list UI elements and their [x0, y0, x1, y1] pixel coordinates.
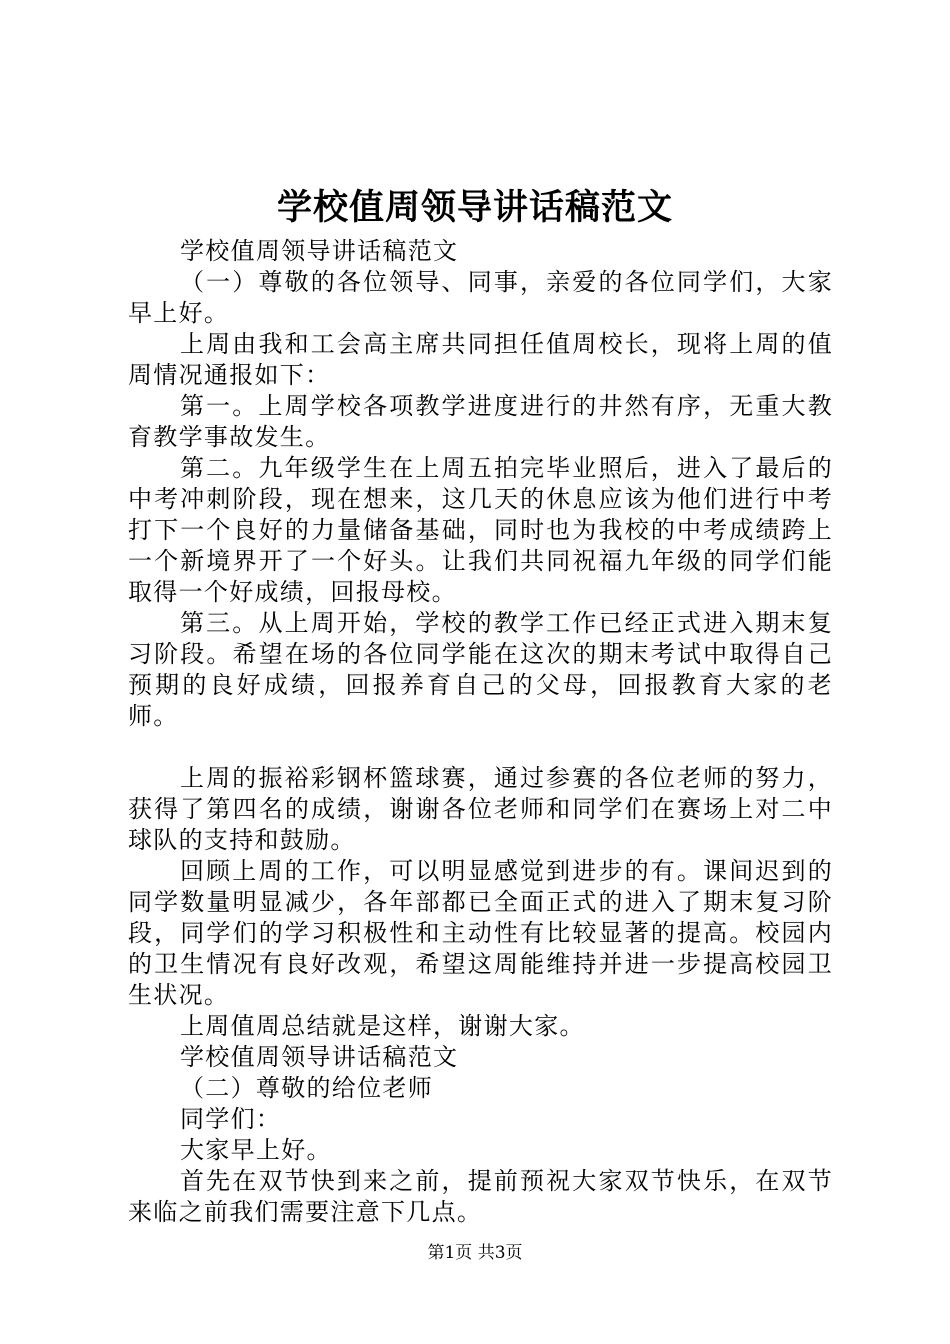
paragraph-heading-1: 学校值周领导讲话稿范文: [180, 237, 459, 265]
paragraph-good-morning: 大家早上好。: [180, 1136, 332, 1164]
paragraph-point-2: 第二。九年级学生在上周五拍完毕业照后，进入了最后的中考冲刺阶段，现在想来，这几天的休息应该为他们进行中考打下一个良好的力量储备基础，同时也为我校的中考成绩跨上一个新境界开了一个好头。让我们共同祝福九年级的同学们能取得一个好成绩，回报母校。: [128, 454, 833, 606]
document-body: [128, 236, 833, 1228]
paragraph-basketball: 上周的振裕彩钢杯篮球赛，通过参赛的各位老师的努力，获得了第四名的成绩，谢谢各位老师和同学们在赛场上对二中球队的支持和鼓励。: [128, 764, 833, 854]
paragraph-review: 回顾上周的工作，可以明显感觉到进步的有。课间迟到的同学数量明显减少，各年部都已全面正式的进入了期末复习阶段，同学们的学习积极性和主动性有比较显著的提高。校园内的卫生情况有良好改观，希望这周能维持并进一步提高校园卫生状况。: [128, 857, 833, 1009]
paragraph-intro: 上周由我和工会高主席共同担任值周校长，现将上周的值周情况通报如下：: [128, 330, 833, 389]
paragraph-blank: [128, 732, 833, 763]
paragraph-salutation: （二）尊敬的给位老师: [180, 1074, 433, 1102]
paragraph-point-1: 第一。上周学校各项教学进度进行的井然有序，无重大教育教学事故发生。: [128, 392, 833, 451]
paragraph-greeting: （一）尊敬的各位领导、同事，亲爱的各位同学们，大家早上好。: [128, 268, 833, 327]
paragraph-students: 同学们：: [180, 1105, 282, 1133]
paragraph-holiday: 首先在双节快到来之前，提前预祝大家双节快乐，在双节来临之前我们需要注意下几点。: [128, 1167, 833, 1226]
paragraph-closing: 上周值周总结就是这样，谢谢大家。: [180, 1012, 585, 1040]
document-title: 学校值周领导讲话稿范文: [276, 187, 673, 228]
page-footer: 第1页 共3页: [427, 1243, 523, 1263]
paragraph-heading-2: 学校值周领导讲话稿范文: [180, 1043, 459, 1071]
paragraph-point-3: 第三。从上周开始，学校的教学工作已经正式进入期末复习阶段。希望在场的各位同学能在这次的期末考试中取得自己预期的良好成绩，回报养育自己的父母，回报教育大家的老师。: [128, 609, 833, 730]
